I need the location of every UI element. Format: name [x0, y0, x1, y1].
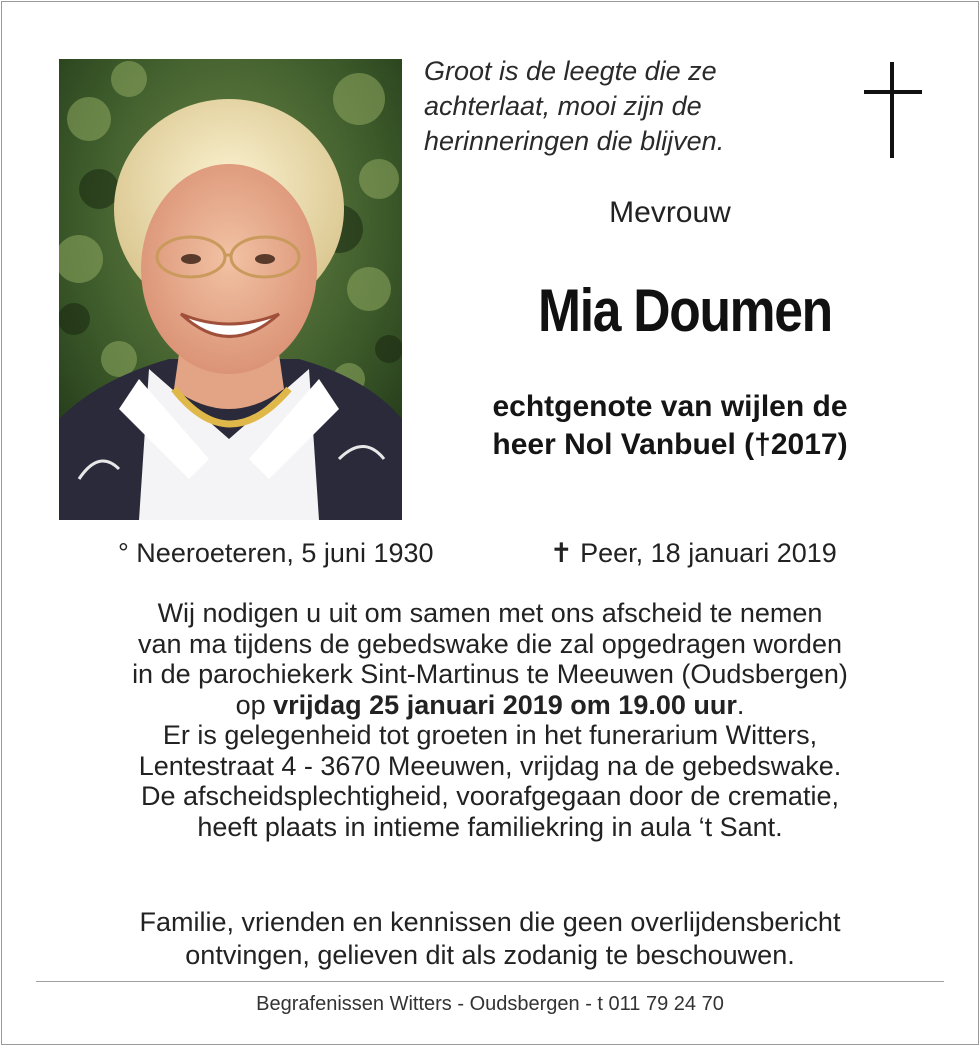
- quote-line: Groot is de leegte die ze: [424, 56, 717, 86]
- spouse-info: [430, 388, 910, 464]
- invitation-suffix: .: [736, 689, 745, 720]
- invitation-line: van ma tijdens de gebedswake die zal opgedragen worden: [138, 628, 842, 659]
- death-date: ✝ Peer, 18 januari 2019: [550, 538, 837, 568]
- invitation-line: Wij nodigen u uit om samen met ons afscheid te nemen: [157, 598, 823, 628]
- quote-line: achterlaat, mooi zijn de: [424, 91, 702, 121]
- spouse-line: heer Nol Vanbuel (†2017): [492, 428, 848, 461]
- invitation-line: in de parochiekerk Sint-Martinus te Meeuwen (Oudsbergen): [132, 659, 848, 689]
- salutation: Mevrouw: [609, 196, 731, 229]
- birth-date: ° Neeroeteren, 5 juni 1930: [118, 538, 434, 568]
- family-note: [40, 906, 940, 972]
- quote-line: herinneringen die blijven.: [424, 126, 725, 156]
- funeral-home-footer: Begrafenissen Witters - Oudsbergen - t 011 79 24 70: [256, 993, 724, 1015]
- family-line: ontvingen, gelieven dit als zodanig te beschouwen.: [185, 940, 795, 970]
- deceased-name: Mia Doumen: [538, 277, 832, 344]
- footer-divider: [36, 981, 944, 982]
- invitation-line: heeft plaats in intieme familiekring in aula ‘t Sant.: [197, 811, 783, 842]
- portrait-photo: [59, 59, 402, 520]
- invitation-line: De afscheidsplechtigheid, voorafgegaan door de crematie,: [141, 781, 839, 811]
- invitation-line: [40, 690, 940, 721]
- cross-icon: [864, 62, 922, 158]
- spouse-line: echtgenote van wijlen de: [492, 390, 848, 423]
- vigil-date: vrijdag 25 januari 2019 om 19.00 uur: [273, 689, 737, 720]
- invitation-prefix: op: [235, 689, 274, 720]
- invitation-line: Lentestraat 4 - 3670 Meeuwen, vrijdag na de gebedswake.: [138, 750, 842, 781]
- family-line: Familie, vrienden en kennissen die geen overlijdensbericht: [139, 907, 841, 937]
- invitation-text: [40, 598, 940, 842]
- invitation-line: Er is gelegenheid tot groeten in het funerarium Witters,: [162, 720, 818, 750]
- memorial-quote: [424, 54, 844, 159]
